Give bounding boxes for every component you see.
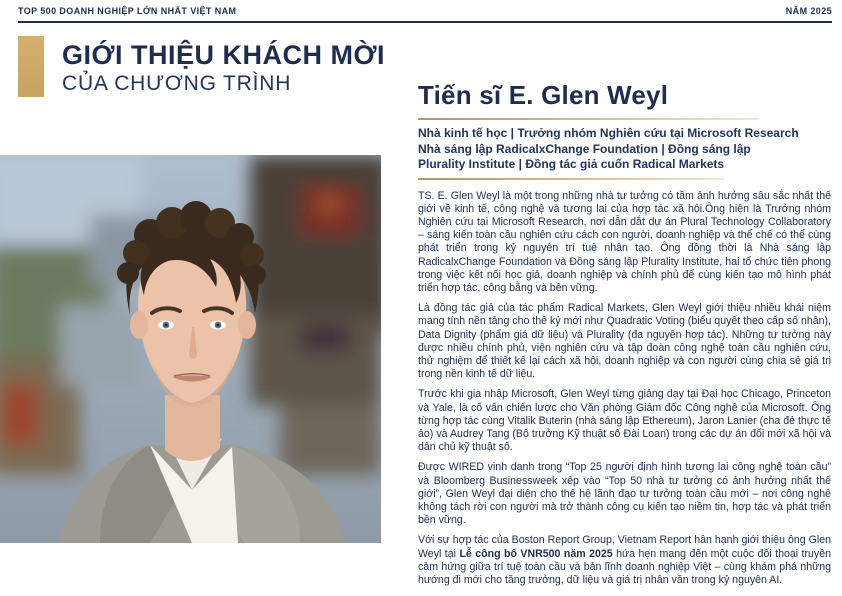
separator-rule-top xyxy=(418,118,758,120)
section-title-line2: CỦA CHƯƠNG TRÌNH xyxy=(62,72,292,95)
guest-intro-column xyxy=(418,80,831,587)
bio-paragraph-1: TS. E. Glen Weyl là một trong những nhà tư tưởng có tầm ảnh hưởng sâu sắc nhất thế giới về kinh tế, công nghệ và tương lai của hợp tác xã hội.Ông hiện là Trưởng nhóm Nghiên cứu tại Microsoft Research, nơi dẫn dắt dự án Plural Technology Collaboratory – sáng kiến toàn cầu nghiên cứu cách con người, doanh nghiệp và thể chế có thể cùng phát triển trong kỷ nguyên trí tuệ nhân tạo. Ông đồng thời là Nhà sáng lập RadicalxChange Foundation và Đồng sáng lập Plurality Institute, hai tổ chức tiên phong trong việc kết nối học giả, doanh nghiệp và chính phủ để cùng kiến tạo mô hình phát triển hợp tác, công bằng và bền vững. xyxy=(418,189,831,294)
guest-photo-illustration xyxy=(0,155,381,543)
guest-role-line: Nhà sáng lập RadicalxChange Foundation | Đồng sáng lập xyxy=(418,141,751,156)
closing-post: hứa hẹn mang đến một cuộc đối thoại truyền cảm hứng giữa trí tuệ toàn cầu và bản lĩnh doanh nghiệp Việt – cùng khám phá những hướng đi mới cho tăng trưởng, dữ liệu và giá trị nhân văn trong kỷ nguyên AI. xyxy=(418,547,831,586)
separator-rule-bottom xyxy=(418,178,724,180)
guest-role-line: Plurality Institute | Đồng tác giả cuốn Radical Markets xyxy=(418,157,725,171)
bio-paragraph-4: Được WIRED vinh danh trong “Top 25 người định hình tương lai công nghệ toàn cầu” và Bloomberg Businessweek xếp vào “Top 50 nhà tư tưởng có ảnh hưởng nhất thế giới”, Glen Weyl đại diện cho thế hệ lãnh đạo tư tưởng toàn cầu mới – nơi công nghệ không tách rời con người mà trở thành công cụ kiến tạo niềm tin, hợp tác và phát triển bền vững. xyxy=(418,461,831,527)
bio-paragraph-5 xyxy=(418,534,831,587)
section-title xyxy=(62,42,385,94)
guest-roles xyxy=(418,126,831,173)
guest-bio xyxy=(418,190,831,588)
section-title-line1: GIỚI THIỆU KHÁCH MỜI xyxy=(62,40,386,70)
gold-accent-bar xyxy=(18,36,44,97)
header-left-text: TOP 500 DOANH NGHIỆP LỚN NHẤT VIỆT NAM xyxy=(18,6,237,16)
guest-name: Tiến sĩ E. Glen Weyl xyxy=(418,80,669,110)
header-right-text: NĂM 2025 xyxy=(785,6,832,16)
bio-paragraph-2: Là đồng tác giả của tác phẩm Radical Markets, Glen Weyl giới thiệu nhiều khái niệm mang tính nền tảng cho thế kỷ mới như Quadratic Voting (biểu quyết theo cấp số nhân), Data Dignity (phẩm giá dữ liệu) và Plurality (đa nguyên hợp tác). Những tư tưởng này được nhiều chính phủ, viện nghiên cứu và tập đoàn công nghệ toàn cầu nghiên cứu, thử nghiệm để thiết kế lại cách xã hội, doanh nghiệp và con người cùng chia sẻ giá trị trong nền kinh tế dữ liệu. xyxy=(418,302,831,381)
bio-paragraph-3: Trước khi gia nhập Microsoft, Glen Weyl từng giảng dạy tại Đại học Chicago, Princeton và Yale, là cố vấn chiến lược cho Văn phòng Giám đốc Công nghệ của Microsoft. Ông từng hợp tác cùng Vitalik Buterin (nhà sáng lập Ethereum), Jaron Lanier (cha đẻ thực tế ảo) và Audrey Tang (Bộ trưởng Kỹ thuật số Đài Loan) trong các dự án đổi mới xã hội và dân chủ kỹ thuật số. xyxy=(418,388,831,454)
event-name-bold: Lễ công bố VNR500 năm 2025 xyxy=(459,547,613,560)
page-header xyxy=(18,0,832,23)
guest-photo xyxy=(0,155,381,543)
closing-pre: Với sự hợp tác của Boston Report Group, Vietnam Report hân hạnh giới thiệu ông Glen Weyl tại xyxy=(418,534,831,560)
guest-role-line: Nhà kinh tế học | Trưởng nhóm Nghiên cứu tại Microsoft Research xyxy=(418,126,799,140)
